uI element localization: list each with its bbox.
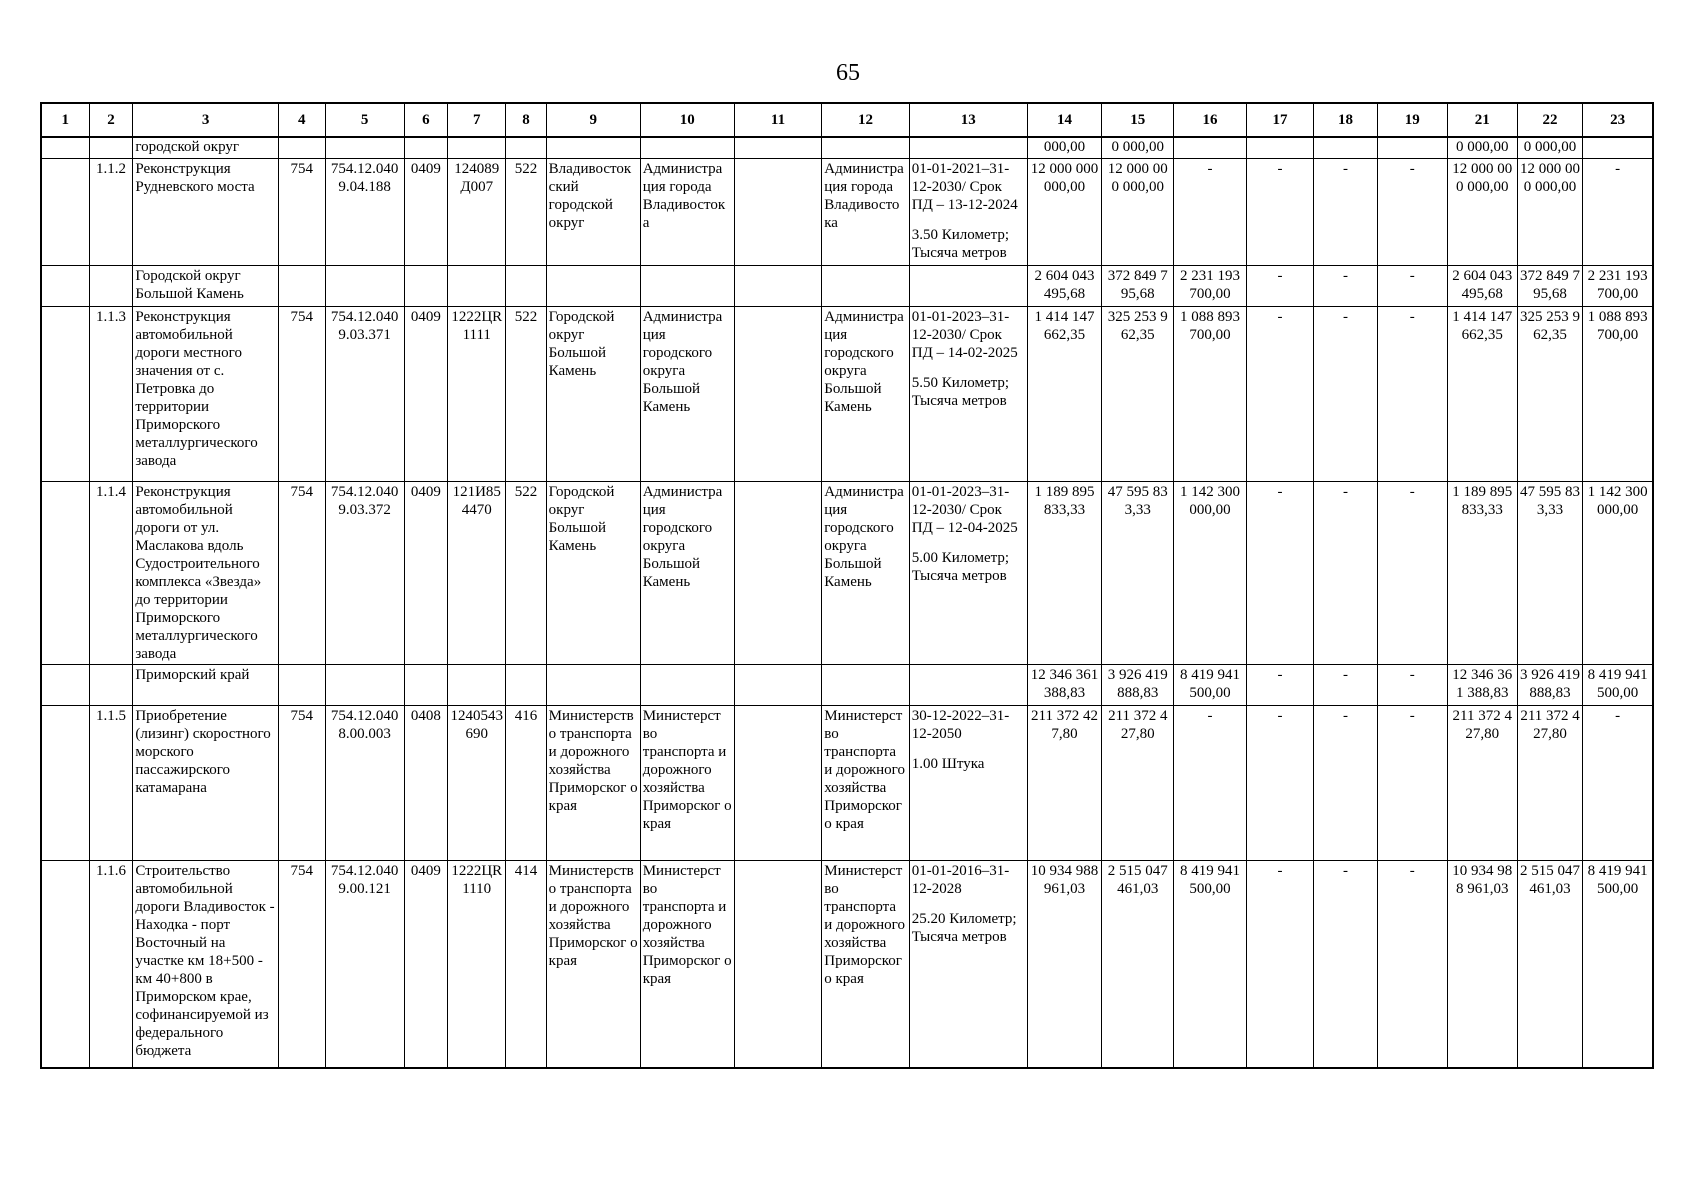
cell (640, 266, 734, 307)
cell-amount: 2 604 043 495,68 (1027, 266, 1101, 307)
cell (640, 665, 734, 706)
cell (822, 266, 909, 307)
page-number: 65 (836, 60, 860, 86)
cell-amount: 10 934 98 8 961,03 (1447, 861, 1517, 1069)
cell-number (89, 665, 133, 706)
cell: 754.12.040 9.00.121 (325, 861, 404, 1069)
cell (448, 665, 506, 706)
cell (325, 266, 404, 307)
cell-amount: 3 926 419 888,83 (1517, 665, 1583, 706)
cell: 0408 (404, 706, 448, 861)
cell-amount: - (1583, 706, 1653, 861)
cell-amount: 8 419 941 500,00 (1583, 861, 1653, 1069)
cell (734, 137, 821, 159)
cell: - (1314, 706, 1377, 861)
cell (1314, 137, 1377, 159)
cell: 754.12.040 8.00.003 (325, 706, 404, 861)
col-header: 9 (546, 103, 640, 137)
cell: Администра ция городского округа Большой Камень (640, 307, 734, 482)
cell-amount: 372 849 7 95,68 (1102, 266, 1174, 307)
cell: Министерст во транспорта и дорожного хозяйства Приморског о края (640, 861, 734, 1069)
cell-amount: - (1174, 159, 1246, 266)
cell: 1222ЦR 1110 (448, 861, 506, 1069)
cell: - (1377, 706, 1447, 861)
program-table (40, 102, 1654, 1069)
cell (909, 861, 1027, 1069)
cell-number: 1.1.6 (89, 861, 133, 1069)
cell (546, 137, 640, 159)
col-header: 11 (734, 103, 821, 137)
cell-amount (1174, 137, 1246, 159)
cell: Администра ция городского округа Большой Камень (822, 482, 909, 665)
cell-name: Реконструкция Рудневского моста (133, 159, 278, 266)
cell: Городской округ Большой Камень (546, 307, 640, 482)
col-header: 21 (1447, 103, 1517, 137)
cell: Администра ция городского округа Большой Камень (822, 307, 909, 482)
cell: - (1377, 482, 1447, 665)
cell-amount: 2 515 047 461,03 (1517, 861, 1583, 1069)
cell (734, 665, 821, 706)
cell (822, 137, 909, 159)
cell-name: городской округ (133, 137, 278, 159)
cell: Министерств о транспорта и дорожного хозяйства Приморског о края (546, 861, 640, 1069)
cell: - (1246, 482, 1314, 665)
cell: - (1314, 307, 1377, 482)
col-header: 6 (404, 103, 448, 137)
cell (278, 665, 325, 706)
table-row (41, 159, 1653, 266)
cell: 754.12.040 9.03.371 (325, 307, 404, 482)
cell: 754 (278, 307, 325, 482)
table-row (41, 266, 1653, 307)
cell-amount: 0 000,00 (1447, 137, 1517, 159)
cell: Городской округ Большой Камень (546, 482, 640, 665)
cell-number: 1.1.3 (89, 307, 133, 482)
cell (734, 159, 821, 266)
cell: Министерств о транспорта и дорожного хозяйства Приморског о края (546, 706, 640, 861)
col-header: 1 (41, 103, 89, 137)
cell-period: 01-01-2023–31-12-2030/ Срок ПД – 12-04-2025 (911, 484, 1018, 536)
cell-amount: 0 000,00 (1102, 137, 1174, 159)
cell-amount: - (1583, 159, 1653, 266)
cell-capacity: 5.50 Километр; Тысяча метров (911, 375, 1010, 409)
cell: 754 (278, 706, 325, 861)
cell-amount: 1 414 147 662,35 (1027, 307, 1101, 482)
cell-amount: 1 142 300 000,00 (1174, 482, 1246, 665)
col-header: 2 (89, 103, 133, 137)
col-header: 4 (278, 103, 325, 137)
cell-amount: 8 419 941 500,00 (1174, 861, 1246, 1069)
cell: - (1314, 159, 1377, 266)
cell (41, 706, 89, 861)
cell (404, 665, 448, 706)
cell-capacity: 5.00 Километр; Тысяча метров (911, 550, 1010, 584)
cell-number: 1.1.4 (89, 482, 133, 665)
col-header: 22 (1517, 103, 1583, 137)
cell (734, 706, 821, 861)
cell-amount: 325 253 9 62,35 (1102, 307, 1174, 482)
cell (325, 137, 404, 159)
cell (1246, 137, 1314, 159)
cell (325, 665, 404, 706)
cell-number (89, 137, 133, 159)
cell (734, 861, 821, 1069)
cell: 0409 (404, 307, 448, 482)
cell: - (1246, 266, 1314, 307)
cell-amount: 10 934 988 961,03 (1027, 861, 1101, 1069)
cell-number: 1.1.5 (89, 706, 133, 861)
cell: - (1377, 159, 1447, 266)
cell (909, 137, 1027, 159)
cell: Администра ция городского округа Большой Камень (640, 482, 734, 665)
cell: Министерст во транспорта и дорожного хозяйства Приморског о края (640, 706, 734, 861)
cell-amount: 3 926 419 888,83 (1102, 665, 1174, 706)
cell (734, 482, 821, 665)
cell: - (1246, 706, 1314, 861)
cell: 754 (278, 482, 325, 665)
cell: 121И85 4470 (448, 482, 506, 665)
cell-amount: 2 231 193 700,00 (1174, 266, 1246, 307)
cell (909, 482, 1027, 665)
cell-amount: 1 142 300 000,00 (1583, 482, 1653, 665)
col-header: 23 (1583, 103, 1653, 137)
col-header: 14 (1027, 103, 1101, 137)
cell: - (1377, 861, 1447, 1069)
cell (41, 665, 89, 706)
cell: Министерст во транспорта и дорожного хозяйства Приморског о края (822, 706, 909, 861)
col-header: 15 (1102, 103, 1174, 137)
cell-amount: 2 515 047 461,03 (1102, 861, 1174, 1069)
cell: - (1314, 482, 1377, 665)
cell-amount: 12 000 000 000,00 (1027, 159, 1101, 266)
cell: - (1314, 665, 1377, 706)
cell-period: 30-12-2022–31-12-2050 (911, 708, 1010, 742)
col-header: 5 (325, 103, 404, 137)
cell (909, 706, 1027, 861)
cell: Владивосток ский городской округ (546, 159, 640, 266)
cell (506, 137, 546, 159)
cell (546, 266, 640, 307)
cell (640, 137, 734, 159)
cell: 0409 (404, 861, 448, 1069)
cell: - (1377, 266, 1447, 307)
cell-name: Строительство автомобильной дороги Владивосток - Находка - порт Восточный на участке км 18+500 - км 40+800 в Приморском крае, софинансируемой из федерального бюджета (133, 861, 278, 1069)
cell: 522 (506, 307, 546, 482)
col-header: 17 (1246, 103, 1314, 137)
cell (822, 665, 909, 706)
cell-amount: 0 000,00 (1517, 137, 1583, 159)
cell: - (1246, 159, 1314, 266)
cell-amount: 211 372 4 27,80 (1517, 706, 1583, 861)
col-header: 7 (448, 103, 506, 137)
cell (1377, 137, 1447, 159)
cell: - (1314, 266, 1377, 307)
cell (278, 137, 325, 159)
cell (546, 665, 640, 706)
table-row (41, 307, 1653, 482)
cell-capacity: 1.00 Штука (911, 756, 985, 772)
cell-amount: 12 000 00 0 000,00 (1102, 159, 1174, 266)
cell-amount: 8 419 941 500,00 (1174, 665, 1246, 706)
cell: - (1314, 861, 1377, 1069)
table-row (41, 137, 1653, 159)
cell (41, 861, 89, 1069)
cell: 522 (506, 159, 546, 266)
table-row (41, 706, 1653, 861)
cell-number (89, 266, 133, 307)
cell-amount: 47 595 83 3,33 (1517, 482, 1583, 665)
cell-name: Городской округ Большой Камень (133, 266, 278, 307)
cell: Администра ция города Владивосто ка (822, 159, 909, 266)
cell: 0409 (404, 482, 448, 665)
table-row (41, 482, 1653, 665)
cell-amount: 12 346 361 388,83 (1027, 665, 1101, 706)
col-header: 8 (506, 103, 546, 137)
cell: Министерст во транспорта и дорожного хозяйства Приморског о края (822, 861, 909, 1069)
col-header: 18 (1314, 103, 1377, 137)
col-header: 3 (133, 103, 278, 137)
cell (448, 137, 506, 159)
cell: - (1246, 665, 1314, 706)
col-header: 13 (909, 103, 1027, 137)
cell-number: 1.1.2 (89, 159, 133, 266)
cell-amount: 12 000 00 0 000,00 (1447, 159, 1517, 266)
cell-amount: 12 000 00 0 000,00 (1517, 159, 1583, 266)
table-row (41, 861, 1653, 1069)
cell-name: Реконструкция автомобильной дороги от ул. Маслакова вдоль Судостроительного комплекса «Звезда» до территории Приморского металлургического завода (133, 482, 278, 665)
cell-amount: 1 189 895 833,33 (1027, 482, 1101, 665)
cell-capacity: 25.20 Километр; Тысяча метров (911, 911, 1017, 945)
cell (734, 307, 821, 482)
col-header: 16 (1174, 103, 1246, 137)
col-header: 10 (640, 103, 734, 137)
cell-amount: 325 253 9 62,35 (1517, 307, 1583, 482)
cell: - (1246, 307, 1314, 482)
cell-period: 01-01-2016–31-12-2028 (911, 863, 1010, 897)
cell: - (1377, 307, 1447, 482)
cell: 0409 (404, 159, 448, 266)
cell-name: Приморский край (133, 665, 278, 706)
cell: 754 (278, 861, 325, 1069)
cell: 1222ЦR 1111 (448, 307, 506, 482)
cell: 1240543 690 (448, 706, 506, 861)
cell (404, 266, 448, 307)
cell (41, 137, 89, 159)
cell-amount: 47 595 83 3,33 (1102, 482, 1174, 665)
cell (909, 159, 1027, 266)
cell: 124089 Д007 (448, 159, 506, 266)
cell-amount (1583, 137, 1653, 159)
cell-amount: 1 414 147 662,35 (1447, 307, 1517, 482)
cell-name: Реконструкция автомобильной дороги местного значения от с. Петровка до территории Приморского металлургического завода (133, 307, 278, 482)
cell-amount: 2 604 043 495,68 (1447, 266, 1517, 307)
cell-amount: 2 231 193 700,00 (1583, 266, 1653, 307)
header-row (41, 103, 1653, 137)
cell (448, 266, 506, 307)
cell: 754 (278, 159, 325, 266)
cell-amount: 8 419 941 500,00 (1583, 665, 1653, 706)
cell: 754.12.040 9.03.372 (325, 482, 404, 665)
cell-amount: 211 372 4 27,80 (1102, 706, 1174, 861)
cell-amount: 1 088 893 700,00 (1583, 307, 1653, 482)
cell-amount: 1 189 895 833,33 (1447, 482, 1517, 665)
cell (404, 137, 448, 159)
table-row (41, 665, 1653, 706)
col-header: 19 (1377, 103, 1447, 137)
cell-amount: 372 849 7 95,68 (1517, 266, 1583, 307)
cell (506, 266, 546, 307)
cell: Администра ция города Владивосток а (640, 159, 734, 266)
cell-period: 01-01-2021–31-12-2030/ Срок ПД – 13-12-2024 (911, 161, 1018, 213)
cell: 416 (506, 706, 546, 861)
cell (41, 159, 89, 266)
cell-amount: 1 088 893 700,00 (1174, 307, 1246, 482)
cell (41, 266, 89, 307)
cell: 754.12.040 9.04.188 (325, 159, 404, 266)
cell-amount: 12 346 36 1 388,83 (1447, 665, 1517, 706)
cell (506, 665, 546, 706)
cell (41, 482, 89, 665)
cell: - (1246, 861, 1314, 1069)
cell (909, 665, 1027, 706)
cell (278, 266, 325, 307)
cell-amount: 211 372 4 27,80 (1447, 706, 1517, 861)
cell (734, 266, 821, 307)
cell (41, 307, 89, 482)
col-header: 12 (822, 103, 909, 137)
cell-amount: - (1174, 706, 1246, 861)
cell: - (1377, 665, 1447, 706)
cell-amount: 000,00 (1027, 137, 1101, 159)
cell: 522 (506, 482, 546, 665)
cell (909, 307, 1027, 482)
cell (909, 266, 1027, 307)
cell-name: Приобретение (лизинг) скоростного морского пассажирского катамарана (133, 706, 278, 861)
cell-period: 01-01-2023–31-12-2030/ Срок ПД – 14-02-2025 (911, 309, 1018, 361)
cell: 414 (506, 861, 546, 1069)
cell-amount: 211 372 42 7,80 (1027, 706, 1101, 861)
cell-capacity: 3.50 Километр; Тысяча метров (911, 227, 1010, 261)
